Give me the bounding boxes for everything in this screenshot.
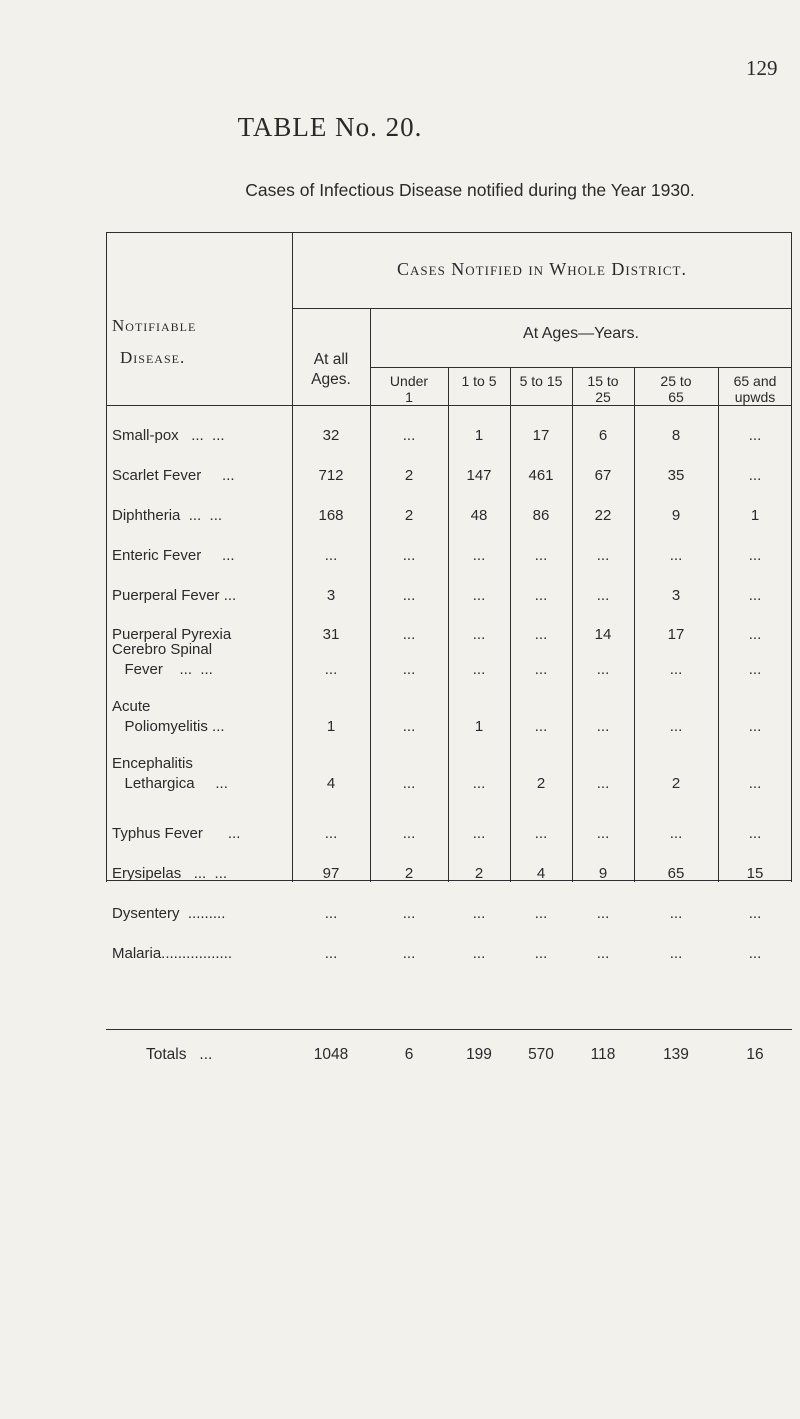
header-age-group-sub: upwds	[734, 389, 776, 405]
header-age-group: Under	[389, 373, 429, 389]
row-value: 6	[598, 427, 608, 444]
row-value: 48	[470, 507, 488, 524]
notifications-table	[106, 232, 792, 1063]
row-value: ...	[402, 775, 416, 792]
totals-value: 6	[404, 1046, 414, 1063]
row-label: Erysipelas ... ...	[112, 865, 228, 882]
row-value: ...	[324, 945, 338, 962]
row-value: ...	[402, 825, 416, 842]
row-value: ...	[324, 825, 338, 842]
header-disease-line1: Notifiable	[112, 316, 197, 335]
row-value: ...	[596, 661, 610, 678]
row-value: ...	[669, 718, 683, 735]
row-value: ...	[748, 905, 762, 922]
row-value: 2	[404, 467, 414, 484]
row-value: 2	[404, 507, 414, 524]
header-all-ages-line1: At all	[313, 351, 349, 368]
row-value: ...	[669, 661, 683, 678]
row-value: 461	[528, 467, 554, 484]
row-value: ...	[472, 775, 486, 792]
top-rule	[106, 232, 792, 233]
row-value: 8	[671, 427, 681, 444]
row-value: ...	[472, 945, 486, 962]
row-value: ...	[472, 905, 486, 922]
row-label: Small-pox ... ...	[112, 427, 225, 444]
row-value: 65	[667, 865, 685, 882]
row-label: Puerperal Pyrexia	[112, 626, 232, 643]
row-value: ...	[534, 587, 548, 604]
row-value: ...	[402, 661, 416, 678]
row-label-cont: Lethargica ...	[112, 775, 228, 792]
row-value: 3	[326, 587, 336, 604]
row-value: 15	[746, 865, 764, 882]
row-value: ...	[596, 547, 610, 564]
row-value: ...	[596, 718, 610, 735]
row-label: Typhus Fever ...	[112, 825, 241, 842]
row-value: 1	[326, 718, 336, 735]
row-label: Cerebro Spinal	[112, 641, 213, 658]
row-label: Malaria.................	[112, 945, 233, 962]
row-value: ...	[748, 587, 762, 604]
row-label: Diphtheria ... ...	[112, 507, 223, 524]
row-value: 2	[404, 865, 414, 882]
header-age-group: 65 and	[733, 373, 777, 389]
row-value: ...	[324, 547, 338, 564]
row-value: 2	[536, 775, 546, 792]
header-group-title: Cases Notified in Whole District.	[397, 259, 687, 279]
row-value: ...	[472, 587, 486, 604]
row-value: ...	[534, 661, 548, 678]
row-value: ...	[534, 825, 548, 842]
row-value: 1	[750, 507, 760, 524]
header-age-group: 25 to	[660, 373, 692, 389]
row-value: 1	[474, 718, 484, 735]
row-value: ...	[748, 661, 762, 678]
row-value: ...	[669, 945, 683, 962]
row-value: ...	[472, 825, 486, 842]
row-value: 14	[594, 626, 612, 643]
row-value: 168	[318, 507, 344, 524]
row-value: ...	[596, 945, 610, 962]
row-value: ...	[669, 825, 683, 842]
row-value: 2	[671, 775, 681, 792]
ages-rule	[370, 367, 792, 368]
row-label: Enteric Fever ...	[112, 547, 235, 564]
row-value: ...	[402, 626, 416, 643]
row-value: ...	[748, 945, 762, 962]
row-value: ...	[748, 547, 762, 564]
totals-rule	[106, 1029, 792, 1030]
page-number: 129	[746, 56, 778, 80]
table-title: TABLE No. 20.	[237, 112, 423, 142]
row-value: ...	[534, 718, 548, 735]
row-value: 1	[474, 427, 484, 444]
header-age-group: 5 to 15	[519, 373, 563, 389]
row-label: Acute	[112, 698, 151, 715]
row-value: 86	[532, 507, 550, 524]
row-value: ...	[402, 945, 416, 962]
row-label: Scarlet Fever ...	[112, 467, 235, 484]
header-age-group-sub: 25	[595, 389, 611, 405]
row-value: 4	[326, 775, 336, 792]
row-value: 67	[594, 467, 612, 484]
row-value: 35	[667, 467, 685, 484]
totals-value: 139	[663, 1046, 689, 1063]
row-value: ...	[596, 587, 610, 604]
row-value: 4	[536, 865, 546, 882]
row-value: 17	[667, 626, 685, 643]
header-at-ages: At Ages—Years.	[523, 325, 639, 342]
row-label: Dysentery .........	[112, 905, 226, 922]
row-value: ...	[472, 661, 486, 678]
totals-value: 199	[466, 1046, 492, 1063]
row-value: ...	[534, 905, 548, 922]
row-value: ...	[748, 775, 762, 792]
row-value: 17	[532, 427, 550, 444]
row-value: ...	[324, 905, 338, 922]
row-value: ...	[534, 547, 548, 564]
table-subtitle: Cases of Infectious Disease notified during the Year 1930.	[245, 180, 695, 200]
header-all-ages-line2: Ages.	[311, 371, 351, 388]
row-value: ...	[748, 467, 762, 484]
row-value: ...	[748, 427, 762, 444]
row-value: ...	[402, 427, 416, 444]
row-value: 97	[322, 865, 340, 882]
row-value: ...	[402, 587, 416, 604]
row-label: Puerperal Fever ...	[112, 587, 237, 604]
row-value: ...	[669, 547, 683, 564]
row-value: ...	[596, 905, 610, 922]
row-value: ...	[534, 626, 548, 643]
header-age-group-sub: 1	[405, 389, 413, 405]
row-label-cont: Fever ... ...	[112, 661, 213, 678]
row-value: ...	[472, 626, 486, 643]
header-age-group: 1 to 5	[461, 373, 497, 389]
row-value: ...	[669, 905, 683, 922]
row-value: ...	[748, 626, 762, 643]
row-value: ...	[402, 905, 416, 922]
row-value: 147	[466, 467, 492, 484]
row-value: ...	[472, 547, 486, 564]
row-value: ...	[748, 718, 762, 735]
row-label: Encephalitis	[112, 755, 193, 772]
row-value: 32	[322, 427, 340, 444]
row-value: ...	[596, 825, 610, 842]
row-value: ...	[324, 661, 338, 678]
totals-label: Totals ...	[146, 1046, 213, 1063]
row-value: ...	[402, 718, 416, 735]
totals-value: 118	[590, 1046, 616, 1063]
row-value: 712	[318, 467, 344, 484]
totals-value: 1048	[313, 1046, 349, 1063]
totals-value: 16	[746, 1046, 764, 1063]
row-value: 9	[598, 865, 608, 882]
row-value: ...	[748, 825, 762, 842]
header-disease-line2: Disease.	[120, 348, 186, 367]
row-value: 31	[322, 626, 340, 643]
row-value: 22	[594, 507, 612, 524]
row-value: 2	[474, 865, 484, 882]
group-rule	[292, 308, 792, 309]
row-value: ...	[596, 775, 610, 792]
header-age-group: 15 to	[587, 373, 619, 389]
header-age-group-sub: 65	[668, 389, 684, 405]
row-value: 9	[671, 507, 681, 524]
row-label-cont: Poliomyelitis ...	[112, 718, 225, 735]
row-value: ...	[534, 945, 548, 962]
totals-value: 570	[528, 1046, 554, 1063]
row-value: ...	[402, 547, 416, 564]
row-value: 3	[671, 587, 681, 604]
left-rule	[106, 232, 107, 882]
